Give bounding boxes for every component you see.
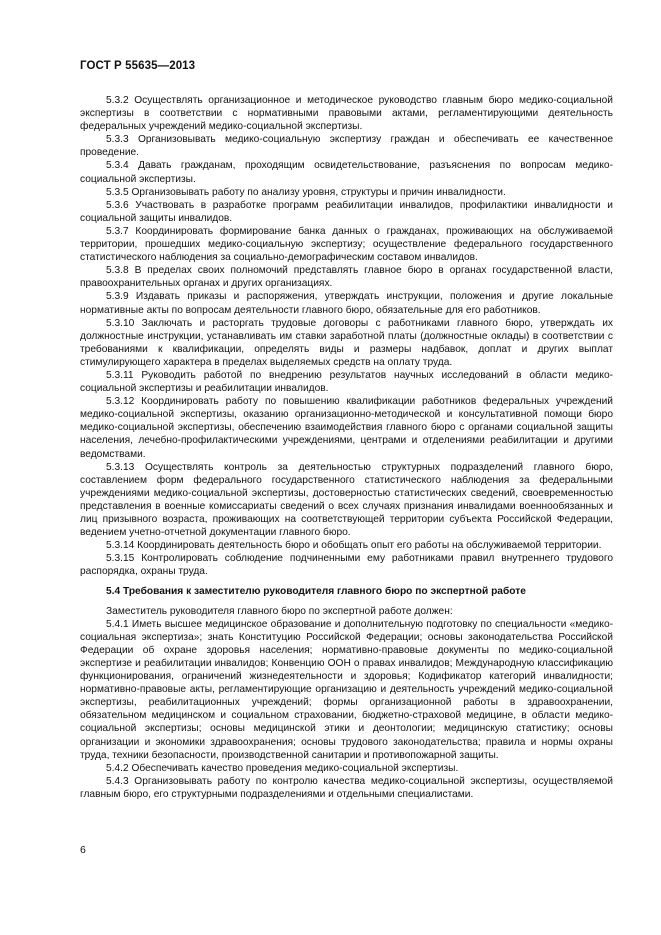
section-title-5-4: 5.4 Требования к заместителю руководителя главного бюро по экспертной работе: [106, 586, 526, 598]
document-body: [80, 94, 613, 801]
clause-5-3-7: 5.3.7 Координировать формирование банка данных о гражданах, проживающих на обслуживаемой территории, прошедших медико-социальную экспертизу; осуществление федерального государственного статистического наблюдения за социально-демографическим составом инвалидов.: [80, 225, 613, 264]
clause-5-4-2: 5.4.2 Обеспечивать качество проведения медико-социальной экспертизы.: [106, 762, 459, 774]
clause-5-3-13: 5.3.13 Осуществлять контроль за деятельностью структурных подразделений главного бюро, составлением форм федерального государственного статистического наблюдения за федеральными учреждениями медико-социальной экспертизы, достоверностью статистических сведений, своевременностью представления в военные комиссариаты сведений о всех случаях признания инвалидами военнообязанных и лиц призывного возраста, проживающих на соответствующей территории субъекта Российской Федерации, ведением учетно-отчетной документации главного бюро.: [80, 461, 613, 539]
clause-5-3-15: 5.3.15 Контролировать соблюдение подчиненными ему работниками правил внутреннего трудового распорядка, охраны труда.: [80, 553, 613, 578]
document-header: ГОСТ Р 55635—2013: [80, 60, 196, 72]
clause-5-3-4: 5.3.4 Давать гражданам, проходящим освидетельствование, разъяснения по вопросам медико-социальной экспертизы.: [80, 160, 613, 185]
clause-5-3-12: 5.3.12 Координировать работу по повышению квалификации работников федеральных учреждений медико-социальной экспертизы, оказанию организационно-методической и консультативной помощи бюро медико-социальной экспертизы, обеспечению взаимодействия главного бюро с органами социальной защиты населения, лечебно-профилактическими учреждениями, центрами и отделениями реабилитации и другими ведомствами.: [80, 396, 613, 460]
page-number: 6: [80, 844, 86, 856]
clause-5-3-3: 5.3.3 Организовывать медико-социальную экспертизу граждан и обеспечивать ее качественное проведение.: [80, 134, 613, 159]
clause-5-3-9: 5.3.9 Издавать приказы и распоряжения, утверждать инструкции, положения и другие локальные нормативные акты по вопросам деятельности главного бюро, обязательные для его работников.: [80, 291, 613, 316]
clause-5-4-3: 5.4.3 Организовывать работу по контролю качества медико-социальной экспертизы, осуществляемой главным бюро, его структурными подразделениями и отдельными специалистами.: [80, 775, 613, 800]
clause-5-3-2: 5.3.2 Осуществлять организационное и методическое руководство главным бюро медико-социальной экспертизы в соответствии с нормативными правовыми актами, регламентирующими деятельность федеральных учреждений медико-социальной экспертизы.: [80, 95, 613, 133]
section-intro: Заместитель руководителя главного бюро по экспертной работе должен:: [106, 605, 453, 617]
clause-5-3-8: 5.3.8 В пределах своих полномочий представлять главное бюро в органах государственной власти, правоохранительных органах и других организациях.: [80, 265, 613, 290]
clause-5-3-14: 5.3.14 Координировать деятельность бюро и обобщать опыт его работы на обслуживаемой территории.: [106, 540, 602, 552]
clause-5-3-11: 5.3.11 Руководить работой по внедрению результатов научных исследований в области медико-социальной экспертизы и реабилитации инвалидов.: [80, 369, 613, 395]
clause-5-4-1: 5.4.1 Иметь высшее медицинское образование и дополнительную подготовку по специальности «медико-социальная экспертиза»; знать Конституцию Российской Федерации; основы законодательства Российской Федерации об охране здоровья населения; нормативно-правовые документы по медико-социальной экспертизе и реабилитации инвалидов; Конвенцию ООН о правах инвалидов; Международную классификацию функционирования, ограничений жизнедеятельности и здоровья; Кодификатор категорий инвалидности; нормативно-правовые акты, регламентирующие организацию и деятельность учреждений медико-социальной экспертизы, реабилитационных учреждений; формы организационной работы в здравоохранении, обязательном медицинском и социальном страховании, бюджетно-страховой медицине, в области медико-социальной экспертизы; основы медицинской этики и деонтологии; медицинскую статистику; основы организации и экономики здравоохранения; основы трудового законодательства; правила и нормы охраны труда, техники безопасности, производственной санитарии и противопожарной защиты.: [80, 618, 613, 761]
clause-5-3-5: 5.3.5 Организовывать работу по анализу уровня, структуры и причин инвалидности.: [106, 186, 506, 198]
clause-5-3-10: 5.3.10 Заключать и расторгать трудовые договоры с работниками главного бюро, утверждать их должностные инструкции, устанавливать им ставки заработной платы (должностные оклады) в соответствии с требованиями к квалификации, определять виды и размеры надбавок, доплат и других выплат стимулирующего характера в пределах выделяемых средств на оплату труда.: [80, 317, 613, 368]
clause-5-3-6: 5.3.6 Участвовать в разработке программ реабилитации инвалидов, профилактики инвалидности и социальной защиты инвалидов.: [80, 199, 613, 224]
